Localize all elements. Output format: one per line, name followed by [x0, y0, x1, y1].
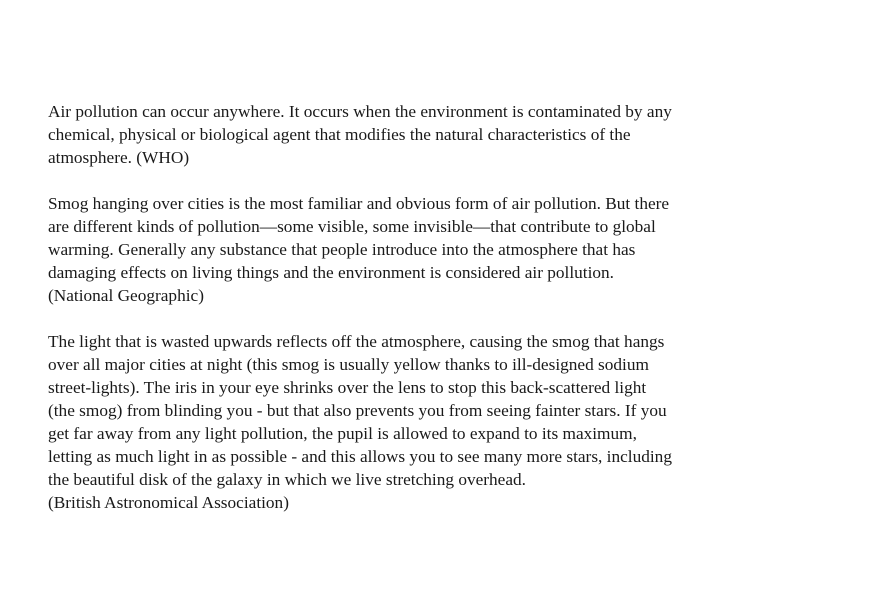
text-line: street-lights). The iris in your eye shrinks over the lens to stop this back-scattered light: [48, 378, 647, 397]
text-line: over all major cities at night (this smog is usually yellow thanks to ill-designed sodium: [48, 355, 649, 374]
text-line: get far away from any light pollution, the pupil is allowed to expand to its maximum,: [48, 424, 637, 443]
text-line: warming. Generally any substance that people introduce into the atmosphere that has: [48, 240, 636, 259]
text-line: Air pollution can occur anywhere. It occurs when the environment is contaminated by any: [48, 102, 672, 121]
text-line: (the smog) from blinding you - but that also prevents you from seeing fainter stars. If you: [48, 401, 667, 420]
document-body: [48, 100, 848, 537]
text-line: chemical, physical or biological agent that modifies the natural characteristics of the: [48, 125, 631, 144]
text-line: the beautiful disk of the galaxy in which we live stretching overhead.: [48, 470, 526, 489]
text-line: are different kinds of pollution—some visible, some invisible—that contribute to global: [48, 217, 656, 236]
text-line: letting as much light in as possible - and this allows you to see many more stars, including: [48, 447, 672, 466]
text-line: Smog hanging over cities is the most familiar and obvious form of air pollution. But there: [48, 194, 670, 213]
text-line: atmosphere. (WHO): [48, 148, 190, 167]
paragraph-british-astronomical-association: [48, 330, 848, 514]
source-citation: (National Geographic): [48, 286, 204, 305]
source-citation: (British Astronomical Association): [48, 493, 289, 512]
text-line: The light that is wasted upwards reflects off the atmosphere, causing the smog that hangs: [48, 332, 665, 351]
text-line: damaging effects on living things and the environment is considered air pollution.: [48, 263, 615, 282]
paragraph-national-geographic: [48, 192, 848, 307]
paragraph-who: [48, 100, 848, 169]
